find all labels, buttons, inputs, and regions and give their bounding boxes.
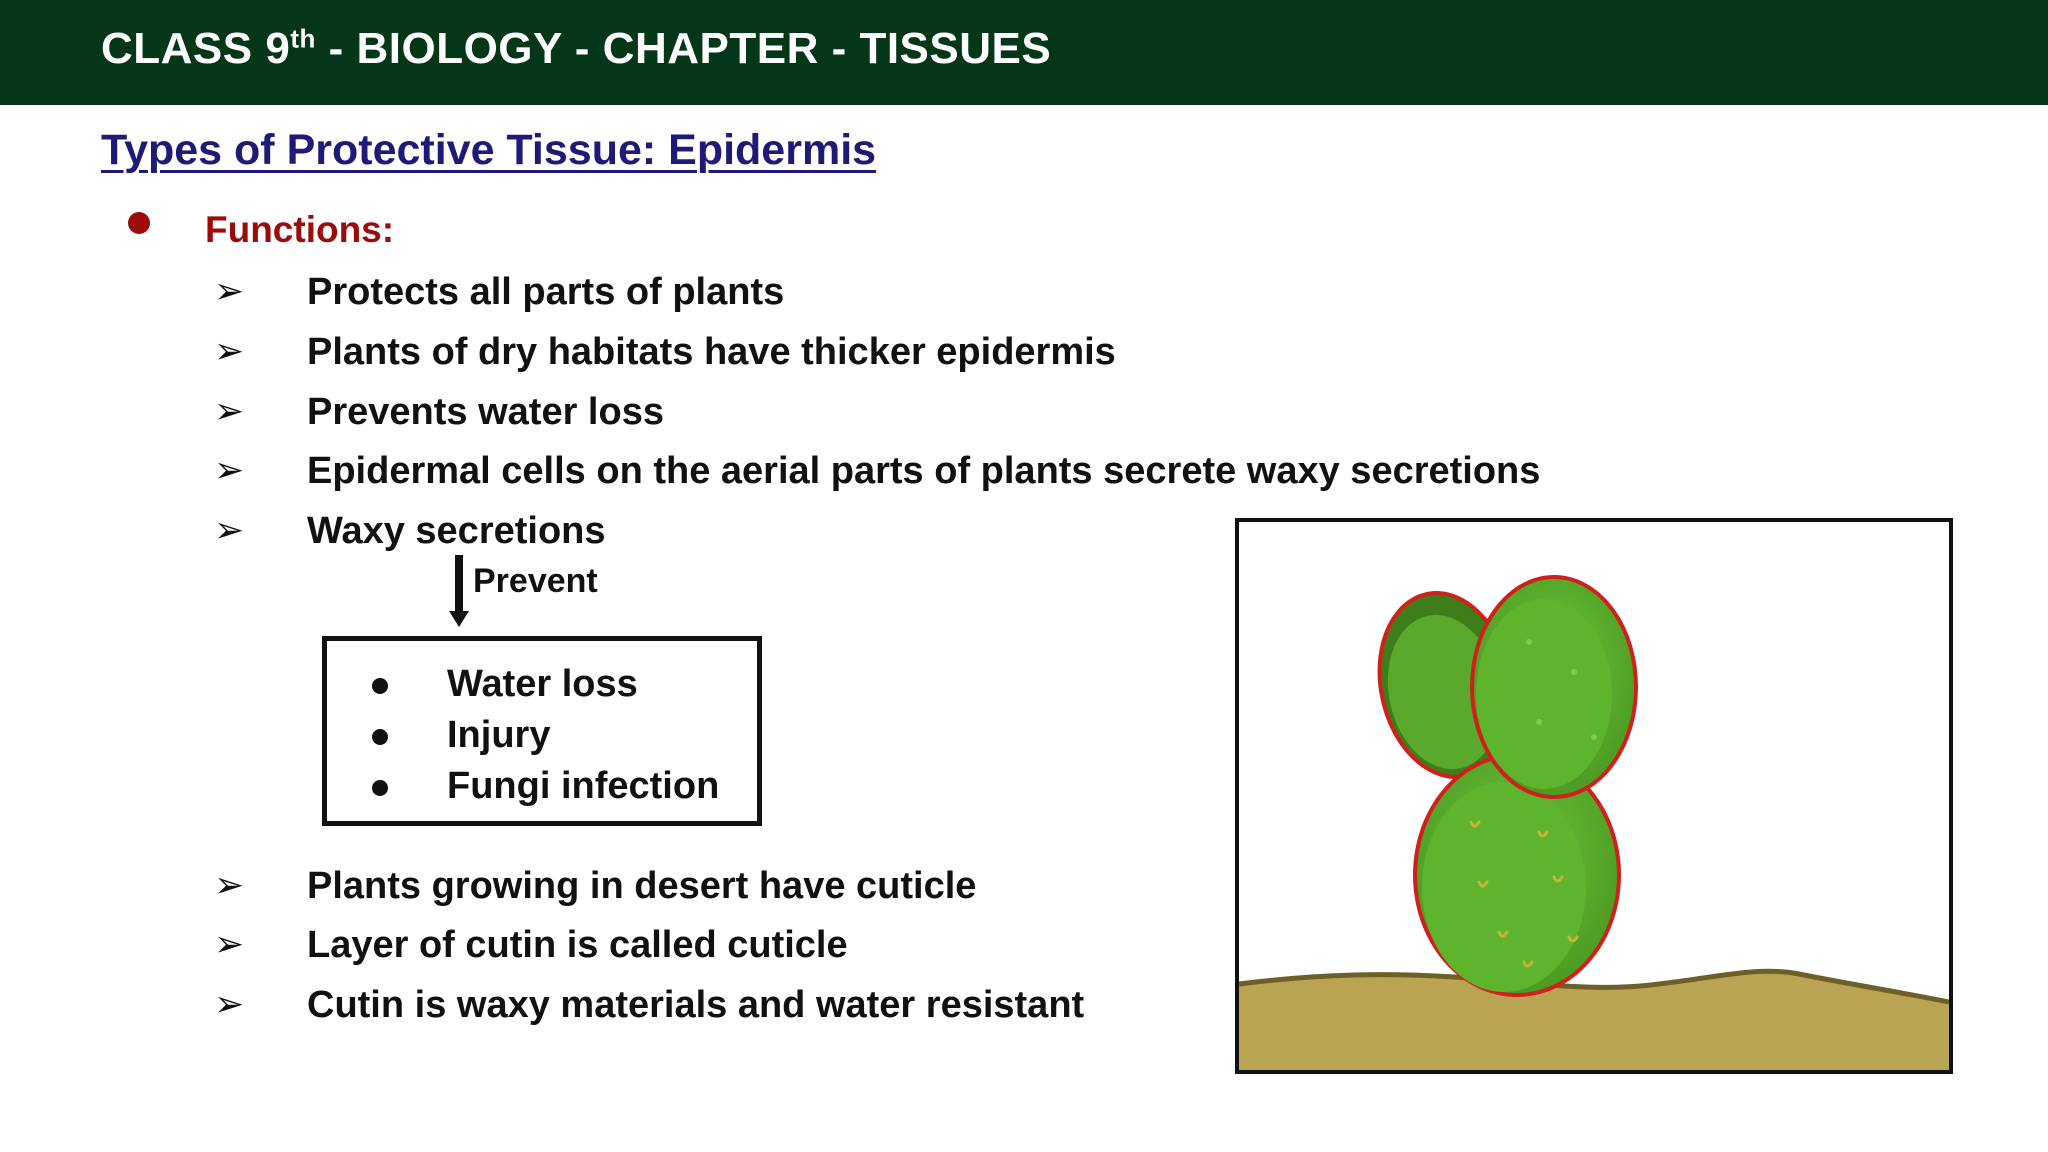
prevent-item-text: Fungi infection <box>447 765 720 807</box>
down-arrow-icon <box>447 555 471 628</box>
header-bar <box>0 0 2048 105</box>
arrow-bullet-icon: ➢ <box>214 924 245 965</box>
arrow-bullet-icon: ➢ <box>214 331 245 372</box>
list-item-text: Prevents water loss <box>307 391 664 433</box>
cactus-illustration <box>1235 518 1953 1074</box>
list-item-text: Epidermal cells on the aerial parts of plants secrete waxy secretions <box>307 450 1541 492</box>
list-item-text: Waxy secretions <box>307 510 606 552</box>
arrow-bullet-icon: ➢ <box>214 510 245 551</box>
functions-label: Functions: <box>205 209 395 250</box>
arrow-bullet-icon: ➢ <box>214 865 245 906</box>
cactus-icon <box>1239 522 1949 1070</box>
list-item-text: Protects all parts of plants <box>307 271 785 313</box>
page-title: Types of Protective Tissue: Epidermis <box>101 126 877 174</box>
bullet-icon <box>372 729 388 745</box>
prevent-item-text: Injury <box>447 714 551 756</box>
list-item-text: Cutin is waxy materials and water resistant <box>307 984 1085 1026</box>
arrow-bullet-icon: ➢ <box>214 450 245 491</box>
bullet-icon <box>128 212 150 234</box>
prevent-label: Prevent <box>473 562 598 600</box>
prevent-box <box>322 636 762 826</box>
arrow-bullet-icon: ➢ <box>214 391 245 432</box>
arrow-bullet-icon: ➢ <box>214 984 245 1025</box>
arrow-bullet-icon: ➢ <box>214 271 245 312</box>
list-item-text: Plants of dry habitats have thicker epidermis <box>307 331 1116 373</box>
bullet-icon <box>372 780 388 796</box>
list-item-text: Plants growing in desert have cuticle <box>307 865 977 907</box>
list-item-text: Layer of cutin is called cuticle <box>307 924 848 966</box>
header-title: CLASS 9th - BIOLOGY - CHAPTER - TISSUES <box>101 23 1052 73</box>
bullet-icon <box>372 678 388 694</box>
prevent-item-text: Water loss <box>447 663 638 705</box>
